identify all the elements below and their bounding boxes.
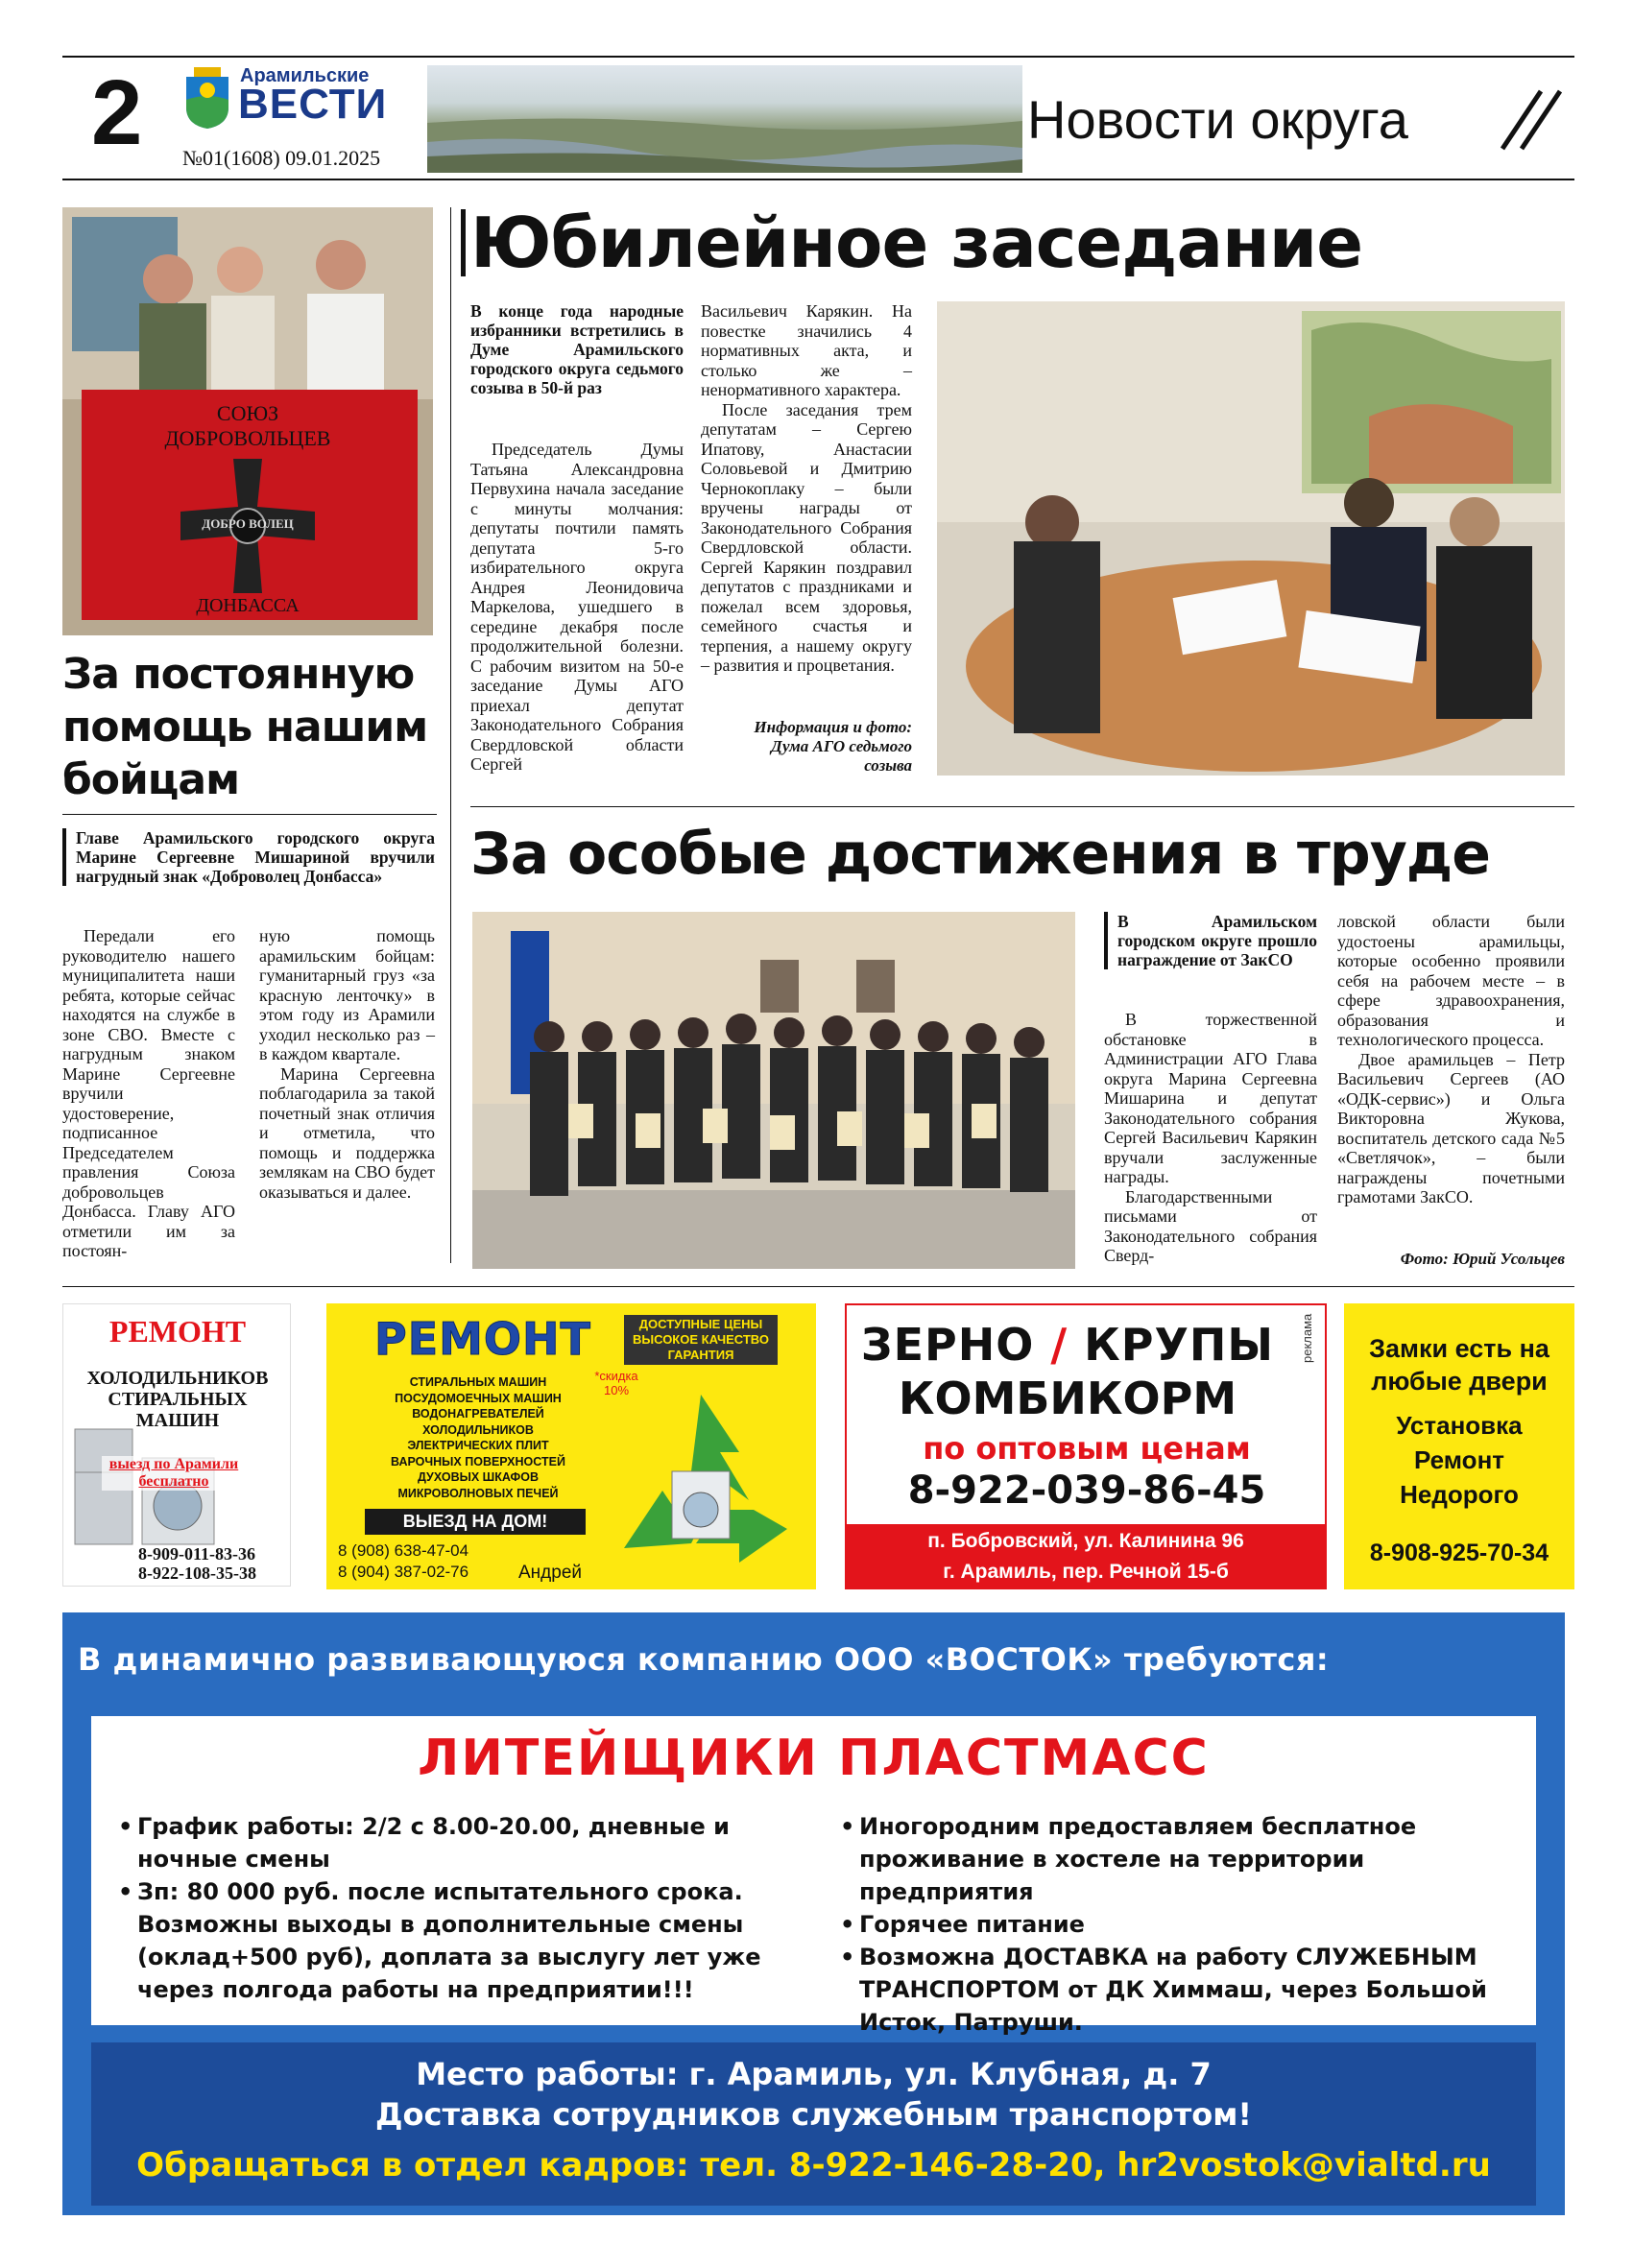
article3-column2: [1337, 912, 1565, 1207]
section-title: Новости округа: [1027, 89, 1408, 150]
ad2-service: ВАРОЧНЫХ ПОВЕРХНОСТЕЙ: [391, 1454, 565, 1468]
job-ad-bullet: • Возможна ДОСТАВКА на работу СЛУЖЕБНЫМ ТРАНСПОРТОМ от ДК Химмаш, через Большой Исток, Патруши.: [840, 1941, 1522, 2039]
ad3-address1: п. Бобровский, ул. Калинина 96: [927, 1530, 1244, 1552]
article2-lead: Главе Арамильского городского округа Марине Сергеевне Мишариной вручили нагрудный знак «Доброволец Донбасса»: [62, 828, 435, 886]
article1-paragraph: После заседания трем депутатам – Сергею Ипатову, Анастасии Соловьевой и Дмитрию Чернокоплаку – были вручены награды от Законодательного Собрания Свердловской области. Сергей Карякин поздравил депутатов с праздниками и пожелал всем здоровья, семейного счастья и терпения, а нашему округу – развития и процветания.: [701, 399, 912, 675]
ad3-line2: КОМБИКОРМ: [898, 1373, 1237, 1424]
ad2-service: ЭЛЕКТРИЧЕСКИХ ПЛИТ: [407, 1439, 549, 1452]
ad2-badge: [624, 1315, 778, 1365]
job-ad-place: Место работы: г. Арамиль, ул. Клубная, д. 7: [416, 2056, 1212, 2092]
article1-paragraph: Васильевич Карякин. На повестке значились 4 нормативных акта, и столько же – ненормативного характера.: [701, 301, 912, 399]
ad-fridge-repair: [62, 1303, 291, 1587]
ad-locks: [1344, 1303, 1574, 1589]
job-ad-left-list: [118, 1810, 780, 2006]
ad3-phone: 8-922-039-86-45: [907, 1468, 1266, 1513]
ad3-line3: по оптовым ценам: [923, 1430, 1251, 1467]
article1-column1: [470, 440, 684, 775]
ad2-discount: *скидка 10%: [594, 1369, 638, 1397]
job-ad-footer: [91, 2042, 1536, 2206]
ad3-tag: реклама: [1300, 1313, 1314, 1363]
issue-number: №01(1608) 09.01.2025: [182, 146, 381, 170]
ad3-address-box: [847, 1524, 1325, 1589]
ad4-line4: Недорого: [1400, 1480, 1519, 1509]
article3-credit: Фото: Юрий Усольцев: [1400, 1250, 1565, 1268]
newspaper-logo: [182, 65, 422, 152]
ad2-service: ДУХОВЫХ ШКАФОВ: [418, 1470, 539, 1484]
ad1-line1: ХОЛОДИЛЬНИКОВ: [86, 1368, 269, 1389]
article3-paragraph: В торжественной обстановке в Администрации АГО Глава округа Марина Сергеевна Мишарина и депутат Законодательного собрания Сергей Васильевич Карякин вручали заслуженные награды.: [1104, 1010, 1317, 1186]
article1-credit: Информация и фото: Дума АГО седьмого созыва: [754, 718, 912, 775]
ad2-badge-line: ГАРАНТИЯ: [667, 1348, 734, 1362]
ad2-visit: ВЫЕЗД НА ДОМ!: [365, 1509, 586, 1535]
duma-session-photo: [937, 301, 1565, 776]
volunteer-flag-photo: [62, 207, 433, 635]
header-bottom-rule: [62, 179, 1574, 180]
ad2-service: МИКРОВОЛНОВЫХ ПЕЧЕЙ: [397, 1486, 559, 1500]
ad2-badge-line: ДОСТУПНЫЕ ЦЕНЫ: [638, 1317, 763, 1331]
ad-appliance-repair: [326, 1303, 816, 1589]
ad2-phone2: 8 (904) 387-02-76: [338, 1563, 469, 1581]
column-divider: [450, 207, 451, 1263]
flag-cross-text: ДОБРО ВОЛЕЦ: [202, 516, 294, 531]
ad3-line1: [847, 1319, 1288, 1371]
job-ad-title: ЛИТЕЙЩИКИ ПЛАСТМАСС: [418, 1730, 1210, 1787]
article3-paragraph: Двое арамильцев – Петр Васильевич Сергеев (АО «ОДК-сервис») и Ольга Викторовна Жукова, воспитатель детского сада №5 «Светлячок», – были награждены почетными грамотами ЗакСО.: [1337, 1049, 1565, 1206]
recycle-appliances-icon: [605, 1385, 797, 1577]
ad1-phone1: 8-909-011-83-36: [138, 1544, 255, 1564]
ad4-line3: Ремонт: [1413, 1445, 1505, 1474]
ad1-phone2: 8-922-108-35-38: [138, 1564, 256, 1583]
article1-title: Юбилейное заседание: [470, 203, 1363, 283]
articles-bottom-rule: [62, 1286, 1574, 1287]
job-ad-panel: [91, 1716, 1536, 2036]
job-ad-delivery: Доставка сотрудников служебным транспортом!: [375, 2096, 1252, 2133]
ad2-title: РЕМОНТ: [374, 1313, 591, 1365]
article1-bottom-rule: [470, 806, 1574, 807]
ad2-phone1: 8 (908) 638-47-04: [338, 1541, 469, 1560]
article2-title: За постоянную помощь нашим бойцам: [62, 650, 428, 804]
job-ad-right-list: [840, 1810, 1522, 2039]
logo-text-top: Арамильские: [240, 65, 370, 86]
article3-column1: [1104, 1010, 1317, 1266]
ad2-badge-line: ВЫСОКОЕ КАЧЕСТВО: [633, 1332, 769, 1347]
job-ad-bullet: • Горячее питание: [840, 1908, 1522, 1941]
article2-column1: [62, 926, 235, 1261]
ad2-service: СТИРАЛЬНЫХ МАШИН: [409, 1375, 547, 1389]
article1-title-bar: [461, 209, 466, 276]
page-number: 2: [91, 61, 143, 164]
ad1-title: РЕМОНТ: [108, 1314, 247, 1349]
flag-text-bottom: ДОНБАССА: [196, 595, 300, 616]
ad3-address2: г. Арамиль, пер. Речной 15-б: [943, 1561, 1229, 1583]
article2-title-rule: [62, 814, 437, 815]
ad3-slash: /: [1050, 1319, 1069, 1371]
ad1-line2: СТИРАЛЬНЫХ: [108, 1389, 248, 1410]
double-slash-icon: [1498, 86, 1565, 154]
flag-text-union: ДОБРОВОЛЬЦЕВ: [164, 426, 331, 450]
ad2-name: Андрей: [518, 1563, 582, 1583]
article2-paragraph: ную помощь арамильским бойцам: гуманитарный груз «за красную ленточку» в этом году из Арамили уходил несколько раз – в каждом квартале.: [259, 926, 435, 1063]
ad3-groats: КРУПЫ: [1084, 1319, 1275, 1371]
article3-title: За особые достижения в труде: [470, 821, 1490, 888]
job-ad-header: В динамично развивающуюся компанию ООО «ВОСТОК» требуются:: [78, 1641, 1330, 1678]
ad-grain-feed: [845, 1303, 1327, 1589]
job-ad-bullet: • Зп: 80 000 руб. после испытательного срока. Возможны выходы в дополнительные смены (оклад+500 руб), доплата за выслугу лет уже через полгода работы на предприятии!!!: [118, 1875, 780, 2006]
top-rule: [62, 56, 1574, 58]
article2-column2: [259, 926, 435, 1202]
job-ad-bullet: • График работы: 2/2 с 8.00-20.00, дневные и ночные смены: [118, 1810, 780, 1875]
header-landscape-image: [427, 65, 1022, 173]
flag-text-top: СОЮЗ: [216, 401, 279, 425]
ad3-grain: ЗЕРНО: [860, 1319, 1035, 1371]
ad2-service: ВОДОНАГРЕВАТЕЛЕЙ: [412, 1407, 544, 1420]
article2-paragraph: Марина Сергеевна поблагодарила за такой почетный знак отличия и отметила, что помощь и поддержка землякам на СВО будет оказываться и далее.: [259, 1063, 435, 1202]
ad2-service: ПОСУДОМОЕЧНЫХ МАШИН: [395, 1391, 562, 1405]
landscape-illustration: [427, 65, 1022, 173]
job-ad-bullet: • Иногородним предоставляем бесплатное проживание в хостеле на территории предприятия: [840, 1810, 1522, 1908]
ad4-line1: Замки есть на любые двери: [1369, 1334, 1549, 1396]
article3-paragraph: ловской области были удостоены арамильцы, которые особенно проявили себя на рабочем месте – в сфере здравоохранения, образования и технологического процесса.: [1337, 912, 1565, 1049]
job-ad-contact: Обращаться в отдел кадров: тел. 8-922-146-28-20, hr2vostok@vialtd.ru: [136, 2146, 1491, 2184]
article1-column2: [701, 301, 912, 676]
article2-paragraph: Передали его руководителю нашего муниципалитета наши ребята, которые сейчас находятся на службе в зоне СВО. Вместе с нагрудным знаком Марине Сергеевне вручили удостоверение, подписанное Председателем правления Союза добровольцев Донбасса. Главу АГО отметили им за постоян-: [62, 926, 235, 1260]
ad2-services-list: [363, 1374, 593, 1501]
ad2-service: ХОЛОДИЛЬНИКОВ: [422, 1422, 534, 1437]
ad1-line3: МАШИН: [135, 1410, 220, 1431]
coat-of-arms-icon: [182, 65, 232, 131]
article3-lead: В Арамильском городском округе прошло награждение от ЗакСО: [1104, 912, 1317, 969]
article1-lead: В конце года народные избранники встретились в Думе Арамильского городского округа седьмого созыва в 50-й раз: [470, 301, 684, 397]
ad4-phone: 8-908-925-70-34: [1369, 1540, 1549, 1566]
ad1-promo: выезд по Арамили бесплатно: [102, 1456, 246, 1491]
job-ad: [62, 1612, 1565, 2215]
article1-paragraph: Председатель Думы Татьяна Александровна Первухина начала заседание с минуты молчания: депутаты почтили память депутата 5-го избирательного округа Андрея Леонидовича Маркелова, ушедшего в середине декабря после продолжительной болезни. С рабочим визитом на 50-е заседание Думы АГО приехал депутат Законодательного Собрания Свердловской области Сергей: [470, 440, 684, 774]
logo-text-main: ВЕСТИ: [238, 81, 388, 128]
ad4-line2: Установка: [1396, 1411, 1523, 1440]
article3-paragraph: Благодарственными письмами от Законодательного собрания Сверд-: [1104, 1186, 1317, 1265]
awards-ceremony-photo: [472, 912, 1075, 1269]
